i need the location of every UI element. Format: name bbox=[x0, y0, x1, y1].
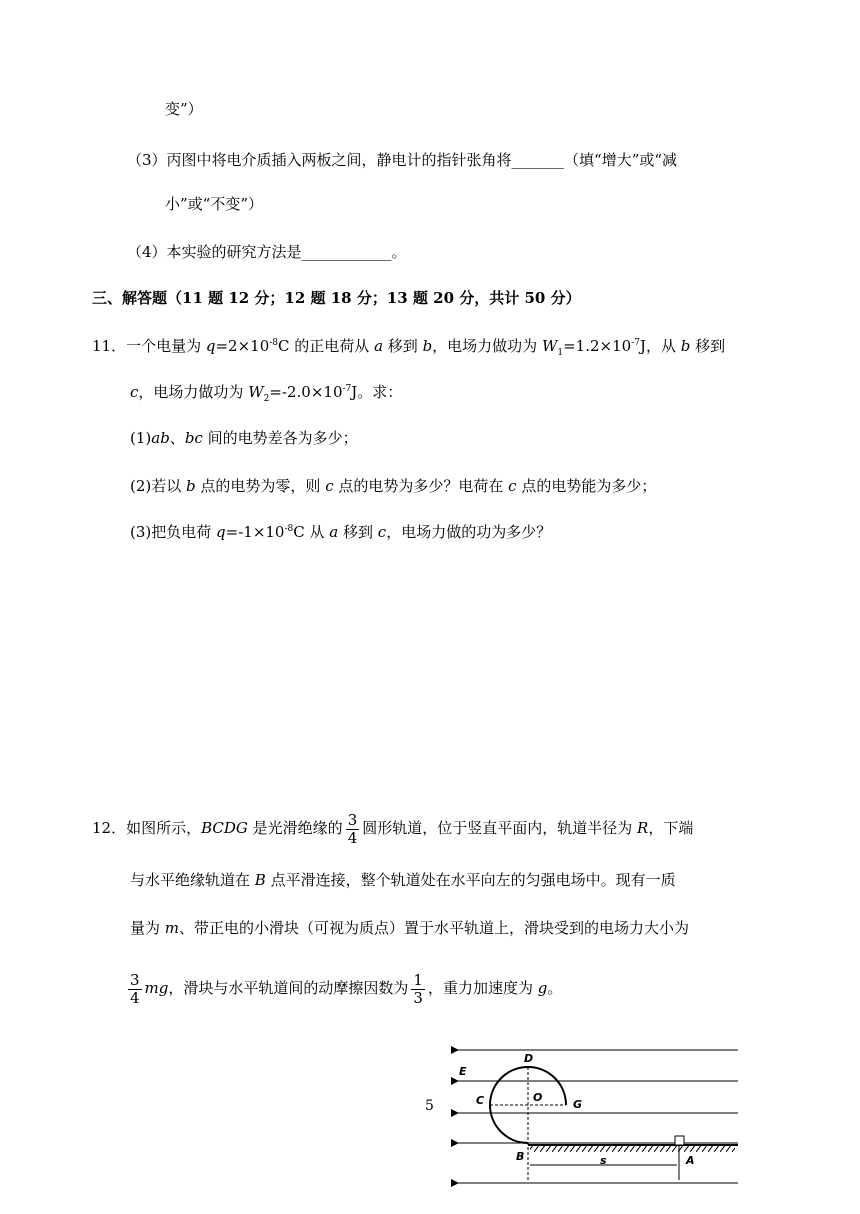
q11-p3-d: 移到 bbox=[338, 523, 378, 541]
q12-line4 bbox=[128, 968, 562, 1008]
q11-w2-exp: -7 bbox=[342, 384, 352, 394]
q11-text: ，电场力做功为 bbox=[432, 337, 542, 355]
q12-number: 12． bbox=[92, 819, 127, 837]
slider-block bbox=[675, 1136, 684, 1145]
q11-w2-unit: J。求： bbox=[351, 383, 403, 401]
item4-blank: ____________ bbox=[301, 243, 392, 261]
q12-fraction-3-4 bbox=[346, 812, 360, 847]
label-B: B bbox=[516, 1150, 525, 1163]
item4-suffix: 。 bbox=[391, 243, 407, 261]
q11-p2-e: 点的电势为多少？电荷在 bbox=[333, 477, 509, 495]
q12-text: 是光滑绝缘的 bbox=[247, 819, 343, 837]
frac-num: 1 bbox=[413, 970, 423, 989]
frac-num: 3 bbox=[130, 970, 140, 989]
q11-p2-d: c bbox=[325, 477, 334, 495]
q11-w1-unit: J，从 bbox=[639, 337, 681, 355]
q12-line1 bbox=[92, 808, 693, 848]
item3-suffix: （填“增大”或“减 bbox=[564, 151, 678, 169]
label-s: s bbox=[600, 1154, 607, 1167]
q12-line3 bbox=[130, 918, 689, 938]
q11-text: 移到 bbox=[383, 337, 423, 355]
q12-line2 bbox=[130, 870, 676, 890]
q11-line1 bbox=[92, 336, 725, 356]
q11-w2: W bbox=[248, 383, 264, 401]
label-E: E bbox=[459, 1065, 467, 1078]
q11-text: 移到 bbox=[690, 337, 726, 355]
q11-q-val: =2×10 bbox=[215, 337, 270, 355]
label-O: O bbox=[533, 1091, 543, 1104]
q12-text: 。 bbox=[547, 979, 563, 997]
q11-p3-val: =-1×10 bbox=[225, 523, 285, 541]
q11-p3-b: C 从 bbox=[293, 523, 330, 541]
q11-c: c bbox=[130, 383, 139, 401]
q11-q-unit: C 的正电荷从 bbox=[278, 337, 375, 355]
item3-line bbox=[127, 150, 677, 170]
q11-p1-a: (1) bbox=[130, 429, 152, 447]
label-A: A bbox=[686, 1154, 695, 1167]
q11-number: 11． bbox=[92, 337, 127, 355]
page-number: 5 bbox=[425, 1098, 434, 1114]
label-D: D bbox=[524, 1052, 534, 1065]
q12-R: R bbox=[637, 819, 649, 837]
q12-g: g bbox=[537, 979, 548, 997]
q11-part1 bbox=[130, 428, 358, 448]
q11-b2: b bbox=[680, 337, 691, 355]
q12-m: m bbox=[164, 919, 180, 937]
frac-den: 4 bbox=[347, 828, 358, 847]
q11-p1-bc: bc bbox=[184, 429, 203, 447]
q11-p2-g: 点的电势能为多少； bbox=[516, 477, 657, 495]
q12-text: 量为 bbox=[130, 919, 165, 937]
q12-text: ，滑块与水平轨道间的动摩擦因数为 bbox=[168, 979, 409, 997]
q11-text: ，电场力做功为 bbox=[138, 383, 249, 401]
q11-w1-exp: -7 bbox=[631, 338, 640, 348]
q12-text: ，重力加速度为 bbox=[427, 979, 538, 997]
item3-prefix: （3）丙图中将电介质插入两板之间，静电计的指针张角将 bbox=[127, 151, 512, 169]
q11-q: q bbox=[205, 337, 216, 355]
q12-text: 如图所示， bbox=[126, 819, 202, 837]
q12-text: 点平滑连接，整个轨道处在水平向左的匀强电场中。现有一质 bbox=[265, 871, 676, 889]
q11-w2-val: =-2.0×10 bbox=[269, 383, 343, 401]
q11-p2-c: 点的电势为零，则 bbox=[195, 477, 326, 495]
q11-p3-a: (3)把负电荷 bbox=[130, 523, 217, 541]
section3-heading: 三、解答题（11 题 12 分；12 题 18 分；13 题 20 分，共计 50 分） bbox=[92, 289, 581, 307]
q11-p1-sep: 、 bbox=[169, 429, 185, 447]
q12-text: 、带正电的小滑块（可视为质点）置于水平轨道上，滑块受到的电场力大小为 bbox=[179, 919, 690, 937]
item3-blank: _______ bbox=[511, 151, 565, 169]
q11-w2-sub: 2 bbox=[263, 394, 270, 404]
item4-prefix: （4）本实验的研究方法是 bbox=[127, 243, 302, 261]
q11-part3 bbox=[130, 522, 551, 542]
item4-line bbox=[127, 242, 407, 262]
q11-p1-b: 间的电势差各为多少； bbox=[202, 429, 358, 447]
q11-b: b bbox=[422, 337, 433, 355]
q11-a: a bbox=[374, 337, 384, 355]
q11-q-exp: -8 bbox=[269, 338, 279, 348]
q11-w1: W bbox=[541, 337, 558, 355]
q12-text: ，下端 bbox=[648, 819, 694, 837]
frac-num: 3 bbox=[347, 810, 358, 829]
q11-w1-sub: 1 bbox=[557, 348, 564, 358]
track-field-figure bbox=[450, 1040, 750, 1200]
q11-p3-f: ，电场力做的功为多少？ bbox=[386, 523, 552, 541]
q11-text: 一个电量为 bbox=[126, 337, 206, 355]
q11-p3-c: a bbox=[329, 523, 339, 541]
q12-fraction-1-3 bbox=[411, 972, 425, 1007]
q11-part2 bbox=[130, 476, 656, 496]
q12-mg: mg bbox=[144, 979, 169, 997]
item3-cont: 小”或“不变”） bbox=[165, 195, 264, 213]
q12-text: 圆形轨道，位于竖直平面内，轨道半径为 bbox=[362, 819, 638, 837]
item2-tail: 变”） bbox=[165, 100, 203, 118]
q11-w1-val: =1.2×10 bbox=[563, 337, 632, 355]
horizontal-track-hatch bbox=[530, 1145, 735, 1152]
frac-den: 4 bbox=[130, 988, 140, 1007]
q11-p2-f: c bbox=[508, 477, 517, 495]
q12-text: 与水平绝缘轨道在 bbox=[130, 871, 255, 889]
q11-p3-q: q bbox=[216, 523, 226, 541]
q12-B: B bbox=[254, 871, 266, 889]
q11-line2 bbox=[130, 382, 402, 402]
q12-bcdg: BCDG bbox=[201, 819, 248, 837]
q11-p2-b: b bbox=[186, 477, 196, 495]
q11-p3-e: c bbox=[377, 523, 387, 541]
q12-fraction-3-4-b bbox=[128, 972, 142, 1007]
q11-p3-exp: -8 bbox=[284, 524, 294, 534]
q11-p1-ab: ab bbox=[151, 429, 170, 447]
label-C: C bbox=[476, 1094, 485, 1107]
q11-p2-a: (2)若以 bbox=[130, 477, 187, 495]
label-G: G bbox=[573, 1098, 583, 1111]
frac-den: 3 bbox=[413, 988, 423, 1007]
